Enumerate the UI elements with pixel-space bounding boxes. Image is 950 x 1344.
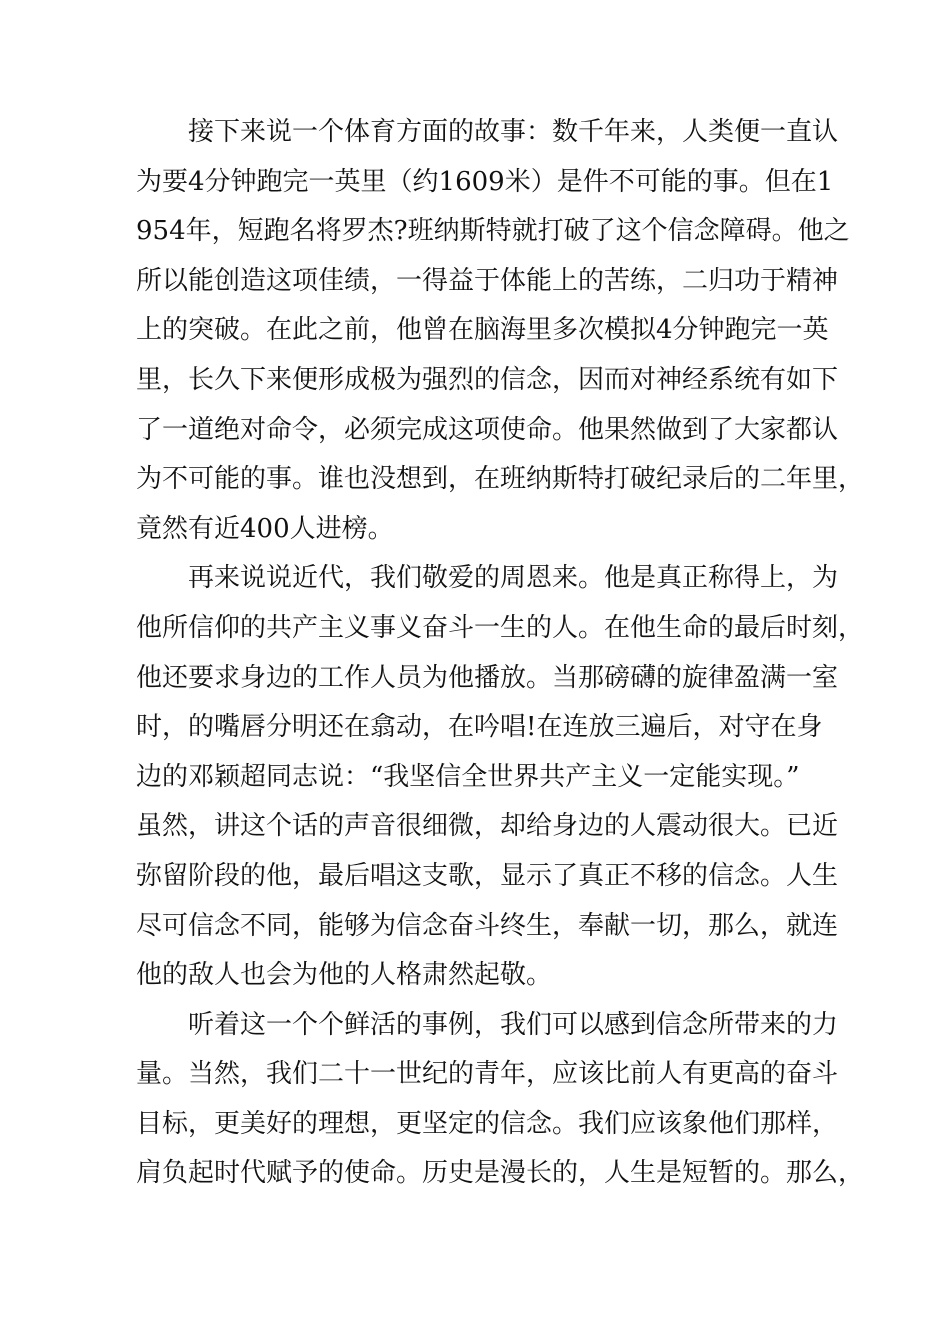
text-line: 目标，更美好的理想，更坚定的信念。我们应该象他们那样，	[136, 1108, 839, 1139]
text-line: 他还要求身边的工作人员为他播放。当那磅礴的旋律盈满一室	[136, 662, 839, 693]
text-line: 他的敌人也会为他的人格肃然起敬。	[136, 960, 553, 991]
text-line: 再来说说近代，我们敬爱的周恩来。他是真正称得上，为	[188, 563, 839, 594]
text-line: 肩负起时代赋予的使命。历史是漫长的，人生是短暂的。那么，	[136, 1158, 865, 1189]
text-line: 接下来说一个体育方面的故事：数千年来，人类便一直认	[188, 117, 839, 147]
text-line: 听着这一个个鲜活的事例，我们可以感到信念所带来的力	[188, 1009, 839, 1040]
text-line: 边的邓颖超同志说：“我坚信全世界共产主义一定能实现。”	[136, 761, 800, 792]
text-line: 弥留阶段的他，最后唱这支歌，显示了真正不移的信念。人生	[136, 860, 839, 891]
paragraph-conclusion	[136, 1001, 865, 1199]
text-line: 为要4分钟跑完一英里（约1609米）是件不可能的事。但在1	[136, 166, 834, 197]
text-line: 尽可信念不同，能够为信念奋斗终生，奉献一切，那么，就连	[136, 910, 839, 941]
text-line: 量。当然，我们二十一世纪的青年，应该比前人有更高的奋斗	[136, 1059, 839, 1090]
text-line: 上的突破。在此之前，他曾在脑海里多次模拟4分钟跑完一英	[136, 315, 829, 346]
text-line: 时，的嘴唇分明还在翕动，在吟唱!在连放三遍后，对守在身	[136, 712, 823, 743]
text-line: 所以能创造这项佳绩，一得益于体能上的苦练，二归功于精神	[136, 265, 839, 296]
text-line: 954年，短跑名将罗杰?班纳斯特就打破了这个信念障碍。他之	[136, 216, 850, 247]
text-line: 为不可能的事。谁也没想到，在班纳斯特打破纪录后的二年里，	[136, 464, 865, 495]
text-line: 他所信仰的共产主义事义奋斗一生的人。在他生命的最后时刻，	[136, 612, 865, 643]
text-line: 了一道绝对命令，必须完成这项使命。他果然做到了大家都认	[136, 414, 839, 445]
text-line: 里，长久下来便形成极为强烈的信念，因而对神经系统有如下	[136, 364, 839, 395]
document-body	[136, 108, 865, 1199]
paragraph-zhou-enlai	[136, 554, 865, 1000]
text-line: 竟然有近400人进榜。	[136, 513, 394, 544]
text-line: 虽然，讲这个话的声音很细微，却给身边的人震动很大。已近	[136, 811, 839, 842]
paragraph-sports-story	[136, 108, 865, 554]
